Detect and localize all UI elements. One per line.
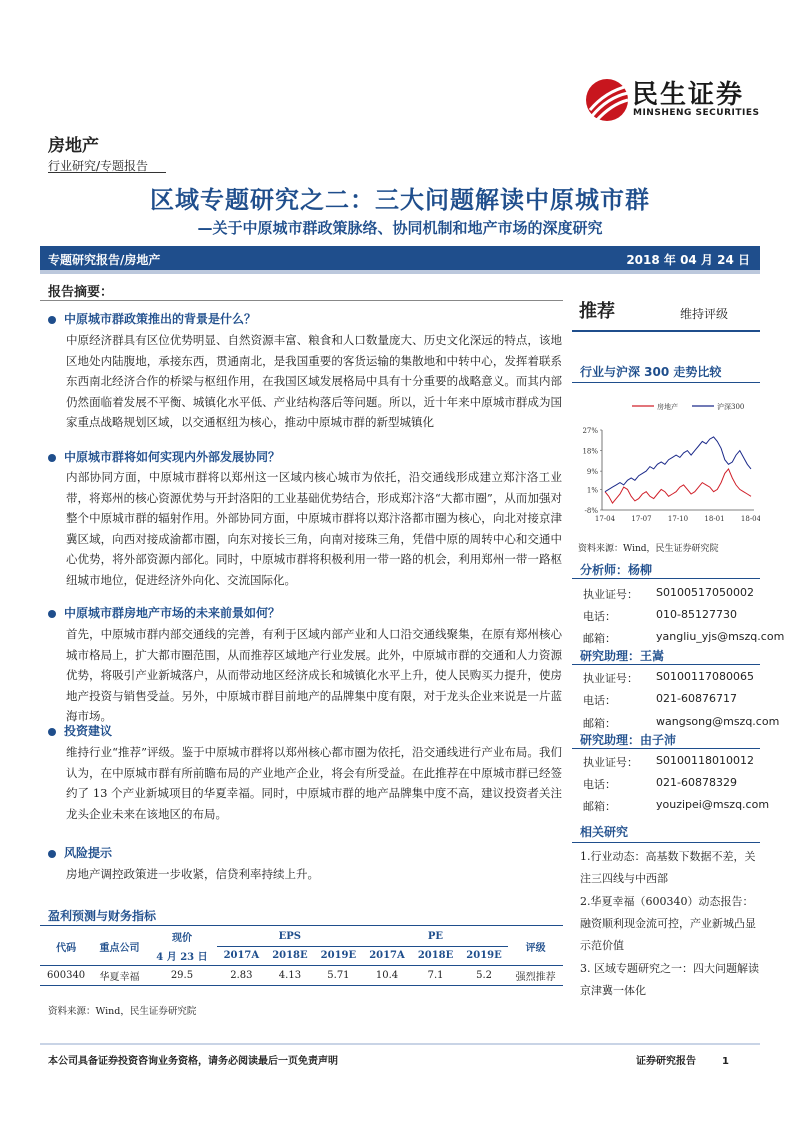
cell-company: 华夏幸福: [92, 966, 147, 986]
section-heading: 风险提示: [48, 844, 112, 861]
trend-chart: [572, 392, 760, 532]
related-item[interactable]: 1.行业动态：高基数下数据不差，关注三四线与中西部: [580, 850, 756, 885]
divider: [572, 330, 760, 332]
divider: [40, 925, 563, 926]
banner-category: 专题研究报告/房地产: [48, 253, 161, 267]
x-tick-label: 17-10: [667, 515, 689, 523]
phone-number: 010-85127730: [656, 608, 737, 621]
col-header-year: 2018E: [266, 946, 314, 966]
brand-name-cn: 民生证券: [632, 80, 745, 110]
col-header-pe: PE: [427, 930, 444, 942]
section-body: 房地产调控政策进一步收紧，信贷利率持续上升。: [66, 867, 319, 881]
col-header-year: 2019E: [460, 946, 508, 966]
phone-label: 电话：: [583, 694, 616, 707]
phone-label: 电话：: [583, 778, 616, 791]
banner-shadow: [40, 270, 760, 274]
col-header-code: 代码: [40, 927, 92, 966]
cert-number: S0100517050002: [656, 586, 754, 599]
cell-rating: 强烈推荐: [508, 966, 563, 986]
divider: [572, 842, 760, 843]
section-heading: 中原城市群政策推出的背景是什么？: [48, 310, 256, 327]
sector-label: 房地产: [48, 136, 99, 156]
page-title: 区域专题研究之二：三大问题解读中原城市群: [150, 186, 650, 214]
footer-disclaimer: 本公司具备证券投资咨询业务资格，请务必阅读最后一页免责声明: [48, 1056, 338, 1067]
divider: [40, 300, 563, 301]
footer-label: 证券研究报告 1: [636, 1056, 729, 1067]
bullet-icon: [48, 728, 56, 736]
x-tick-label: 18-01: [704, 515, 725, 523]
section-body: 内部协同方面，中原城市群将以郑州这一区域内核心城市为依托，沿交通线形成建立郑汴洛工业带，将郑州的核心资源优势与开封洛阳的工业基础优势结合，形成郑汴洛“大都市圈”，从而加强对整个中原城市群的辐射作用。外部协同方面，中原城市群将以郑汴洛都市圈为核心，向北对接京津冀区域，向西对接成渝都市圈，向东对接长三角，向南对接珠三角，凭借中原的周转中心和交通中心优势，将外部资源内部化。同时，中原城市群将积极利用一带一路的机会，利用郑州一带一路枢纽城市地位，促进经济外向化、交流国际化。: [66, 470, 562, 587]
cert-label: 执业证号：: [583, 672, 638, 685]
analyst-heading: 研究助理：王嵩: [580, 649, 665, 663]
bullet-icon: [48, 610, 56, 618]
x-tick-label: 17-07: [631, 515, 652, 523]
phone-label: 电话：: [583, 610, 616, 623]
email-label: 邮箱：: [583, 717, 616, 730]
col-header-company: 重点公司: [92, 927, 147, 966]
legend-label: 房地产: [657, 403, 678, 411]
cell-pe: 10.4: [363, 966, 412, 986]
series-line: [605, 469, 751, 503]
bullet-icon: [48, 316, 56, 324]
divider: [572, 578, 760, 579]
chart-source: 资料来源：Wind，民生证券研究院: [578, 544, 719, 554]
rating-sub: 维持评级: [680, 307, 729, 321]
col-header-rating: 评级: [508, 927, 563, 966]
email-label: 邮箱：: [583, 632, 616, 645]
email-address[interactable]: youzipei@mszq.com: [656, 798, 770, 811]
rating-label: 推荐: [579, 301, 615, 322]
section-body: 首先，中原城市群内部交通线的完善，有利于区域内部产业和人口沿交通线聚集，在原有郑州核心城市格局上，扩大都市圈范围，从而推荐区域地产行业发展。此外，中原城市群的交通和人力资源优势，将吸引产业新城落户，从而带动地区经济成长和城镇化水平上升，使人民购买力提升，使房地产投资与销售受益。另外，中原城市群目前地产的品牌集中度有限，对于龙头企业来说是一片蓝海市场。: [66, 627, 562, 723]
table-row: [40, 966, 563, 986]
report-banner: [40, 246, 760, 270]
cell-eps: 5.71: [314, 966, 362, 986]
y-tick-label: 27%: [582, 427, 598, 435]
trend-chart-svg: [572, 392, 760, 532]
abstract-label: 报告摘要：: [48, 285, 114, 300]
section-body: 中原经济群具有区位优势明显、自然资源丰富、粮食和人口数量庞大、历史文化深远的特点，该地区地处内陆腹地，承接东西，贯通南北，是我国重要的客货运输的集散地和中转中心，发挥着联系东西南北经济合作的桥梁与枢纽作用，在我国区域发展格局中具有十分重要的战略意义。而其内部仍然面临着发展不平衡、城镇化水平低、产业结构落后等问题。所以，近十年来中原城市群成为国家重点战略规划区域，以交通枢纽为核心，推动中原城市群的新型城镇化: [66, 333, 562, 429]
y-tick-label: 18%: [582, 447, 598, 456]
y-tick-label: 9%: [586, 468, 598, 477]
section-heading: 投资建议: [48, 722, 112, 739]
y-tick-label: -8%: [584, 507, 598, 515]
cell-price: 29.5: [147, 966, 217, 986]
cert-number: S0100117080065: [656, 670, 754, 683]
x-tick-label: 17-04: [594, 515, 616, 523]
cell-pe: 5.2: [460, 966, 508, 986]
page-number: 1: [722, 1056, 729, 1067]
related-item[interactable]: 3. 区域专题研究之一：四大问题解读京津冀一体化: [580, 962, 759, 997]
analyst-heading: 研究助理：由子沛: [580, 733, 677, 747]
col-header-year: 2017A: [217, 946, 266, 966]
divider: [572, 382, 760, 383]
email-address[interactable]: yangliu_yjs@mszq.com: [656, 630, 785, 643]
cell-pe: 7.1: [411, 966, 459, 986]
brand-name-en: MINSHENG SECURITIES: [633, 108, 760, 118]
bullet-icon: [48, 454, 56, 462]
footer-divider: [40, 1043, 760, 1045]
cell-eps: 2.83: [217, 966, 266, 986]
email-address[interactable]: wangsong@mszq.com: [656, 715, 780, 728]
divider: [48, 172, 166, 173]
divider: [572, 664, 760, 665]
doc-type: 行业研究/专题报告: [48, 159, 149, 173]
cell-eps: 4.13: [266, 966, 314, 986]
cert-number: S0100118010012: [656, 754, 754, 767]
brand-logo: [584, 72, 764, 132]
divider: [572, 748, 760, 749]
analyst-heading: 分析师：杨柳: [580, 563, 653, 577]
phone-number: 021-60878329: [656, 776, 737, 789]
col-header-price: 现价: [171, 933, 192, 944]
series-line: [605, 437, 751, 492]
related-item[interactable]: 2.华夏幸福（600340）动态报告：融资顺利现金流可控，产业新城凸显示范价值: [580, 895, 756, 952]
email-label: 邮箱：: [583, 800, 616, 813]
legend-label: 沪深300: [717, 403, 745, 411]
section-heading: 中原城市群房地产市场的未来前景如何？: [48, 604, 280, 621]
cert-label: 执业证号：: [583, 756, 638, 769]
table-source: 资料来源：Wind，民生证券研究院: [48, 1006, 197, 1017]
section-heading: 中原城市群将如何实现内外部发展协同？: [48, 448, 280, 465]
brand-logo-icon: [584, 76, 630, 124]
col-header-eps: EPS: [278, 930, 302, 942]
cert-label: 执业证号：: [583, 588, 638, 601]
col-header-price-date: 4 月 23 日: [147, 946, 217, 966]
banner-date: 2018 年 04 月 24 日: [626, 253, 750, 267]
y-tick-label: 1%: [586, 486, 598, 495]
table-title: 盈利预测与财务指标: [48, 909, 157, 923]
related-heading: 相关研究: [580, 825, 629, 839]
cell-code: 600340: [40, 966, 92, 986]
bullet-icon: [48, 850, 56, 858]
phone-number: 021-60876717: [656, 692, 737, 705]
chart-title: 行业与沪深 300 走势比较: [580, 365, 722, 379]
financial-table: [40, 927, 563, 986]
col-header-year: 2018E: [411, 946, 459, 966]
page-subtitle: —关于中原城市群政策脉络、协同机制和地产市场的深度研究: [197, 219, 603, 237]
x-tick-label: 18-04: [740, 515, 760, 523]
col-header-year: 2019E: [314, 946, 362, 966]
section-body: 维持行业“推荐”评级。鉴于中原城市群将以郑州核心都市圈为依托，沿交通线进行产业布局。我们认为，在中原城市群有所前瞻布局的产业地产企业，将会有所受益。在此推荐在中原城市群已经签约了 13 个产业新城项目的华夏幸福。同时，中原城市群的地产品牌集中度不高，建议投资者关注龙头企业未来在该地区的布局。: [66, 745, 562, 821]
col-header-year: 2017A: [363, 946, 412, 966]
